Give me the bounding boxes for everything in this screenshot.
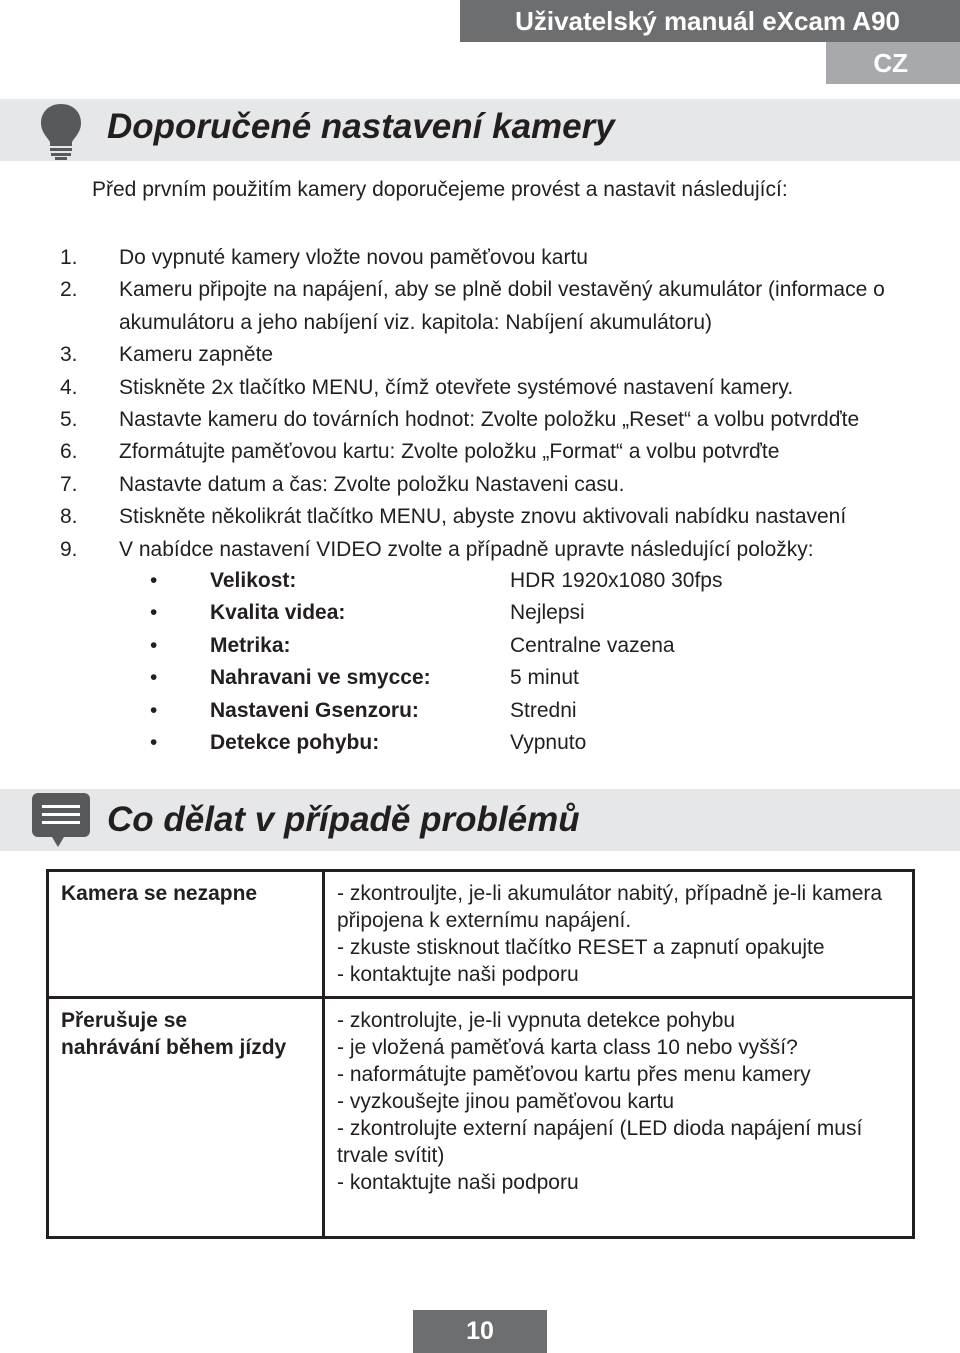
- problem-cell: [48, 998, 324, 1238]
- solution-cell: [324, 871, 914, 998]
- bullet: •: [150, 569, 158, 592]
- step-text: Kameru připojte na napájení, aby se plně dobil vestavěný akumulátor (informace o akumulátoru a jeho nabíjení viz. kapitola: Nabíjení akumulátoru): [119, 278, 885, 334]
- bullet: •: [150, 666, 158, 690]
- setting-label: Metrika:: [210, 633, 291, 657]
- solution-text: - zkontrolujte, je-li vypnuta detekce pohybu: [337, 1009, 736, 1032]
- setting-label: Velikost:: [210, 569, 297, 592]
- setting-label: Nastaveni Gsenzoru:: [210, 698, 419, 722]
- step-text: Kameru zapněte: [119, 343, 274, 367]
- solution-text: - zkuste stisknout tlačítko RESET a zapnutí opakujte: [337, 936, 825, 959]
- section-title-recommended: Doporučené nastavení kamery: [107, 107, 615, 146]
- list-item: [60, 501, 940, 533]
- video-settings-list: [150, 565, 722, 759]
- language-tag: CZ: [826, 42, 960, 84]
- list-item: [150, 565, 722, 597]
- setup-steps-list: [60, 242, 940, 566]
- setting-value: 5 minut: [510, 666, 579, 690]
- bullet: •: [150, 601, 158, 625]
- intro-text: Před prvním použitím kamery doporučejeme provést a nastavit následující:: [92, 178, 788, 201]
- solution-cell: [324, 998, 914, 1238]
- setting-label: Detekce pohybu:: [210, 731, 380, 755]
- step-number: 8.: [60, 505, 78, 529]
- step-text: Do vypnuté kamery vložte novou paměťovou kartu: [119, 246, 588, 269]
- section-title-troubleshooting: Co dělat v případě problémů: [107, 800, 580, 839]
- table-row: [48, 998, 914, 1238]
- bullet: •: [150, 633, 158, 657]
- setting-value: HDR 1920x1080 30fps: [510, 569, 723, 592]
- list-item: [60, 404, 940, 436]
- setting-label: Kvalita videa:: [210, 601, 346, 625]
- step-number: 5.: [60, 408, 78, 432]
- list-item: [60, 339, 940, 371]
- step-text: Zformátujte paměťovou kartu: Zvolte položku „Format“ a volbu potvrďte: [119, 440, 780, 464]
- step-text: Nastavte datum a čas: Zvolte položku Nastaveni casu.: [119, 472, 625, 496]
- solution-text: - kontaktujte naši podporu: [337, 963, 579, 986]
- problem-cell: [48, 871, 324, 998]
- step-number: 7.: [60, 472, 78, 496]
- list-item: [60, 436, 940, 468]
- list-item: [60, 469, 940, 501]
- setting-value: Centralne vazena: [510, 633, 675, 657]
- step-number: 1.: [60, 246, 78, 269]
- list-item: [150, 662, 722, 694]
- problem-text: Přerušuje se: [61, 1009, 188, 1032]
- setting-value: Stredni: [510, 698, 577, 722]
- list-item: [60, 242, 940, 274]
- step-text: Nastavte kameru do továrních hodnot: Zvolte položku „Reset“ a volbu potvrdďte: [119, 408, 860, 432]
- step-number: 9.: [60, 537, 78, 561]
- manual-title: Uživatelský manuál eXcam A90: [460, 0, 960, 42]
- list-item: [60, 534, 940, 566]
- page-number: 10: [413, 1310, 547, 1353]
- solution-text: - je vložená paměťová karta class 10 nebo vyšší?: [337, 1036, 798, 1059]
- setting-value: Nejlepsi: [510, 601, 585, 625]
- troubleshooting-table: [46, 869, 915, 1239]
- step-text: Stiskněte několikrát tlačítko MENU, abyste znovu aktivovali nabídku nastavení: [119, 505, 847, 529]
- speech-bubble-icon: [32, 793, 90, 849]
- problem-text: Kamera se nezapne: [61, 882, 258, 905]
- step-number: 3.: [60, 343, 78, 367]
- list-item: [150, 695, 722, 727]
- setting-value: Vypnuto: [510, 731, 587, 755]
- bullet: •: [150, 731, 158, 755]
- problem-text: nahrávání během jízdy: [61, 1036, 287, 1059]
- solution-text: - zkontrolujte externí napájení (LED dioda napájení musí trvale svítit): [337, 1117, 863, 1167]
- step-number: 2.: [60, 278, 78, 302]
- list-item: [60, 274, 940, 339]
- step-text: V nabídce nastavení VIDEO zvolte a případně upravte následující položky:: [119, 537, 814, 561]
- list-item: [150, 630, 722, 662]
- step-number: 4.: [60, 375, 78, 399]
- solution-text: - naformátujte paměťovou kartu přes menu kamery: [337, 1063, 811, 1086]
- solution-text: - kontaktujte naši podporu: [337, 1171, 579, 1194]
- bullet: •: [150, 698, 158, 722]
- list-item: [150, 597, 722, 629]
- solution-text: - zkontrouljte, je-li akumulátor nabitý, případně je-li kamera připojena k externímu napájení.: [337, 882, 883, 932]
- step-number: 6.: [60, 440, 78, 464]
- step-text: Stiskněte 2x tlačítko MENU, čímž otevřete systémové nastavení kamery.: [119, 375, 794, 399]
- table-row: [48, 871, 914, 998]
- solution-text: - vyzkoušejte jinou paměťovou kartu: [337, 1090, 675, 1113]
- list-item: [60, 372, 940, 404]
- setting-label: Nahravani ve smycce:: [210, 666, 431, 690]
- lightbulb-icon: [38, 102, 84, 160]
- list-item: [150, 727, 722, 759]
